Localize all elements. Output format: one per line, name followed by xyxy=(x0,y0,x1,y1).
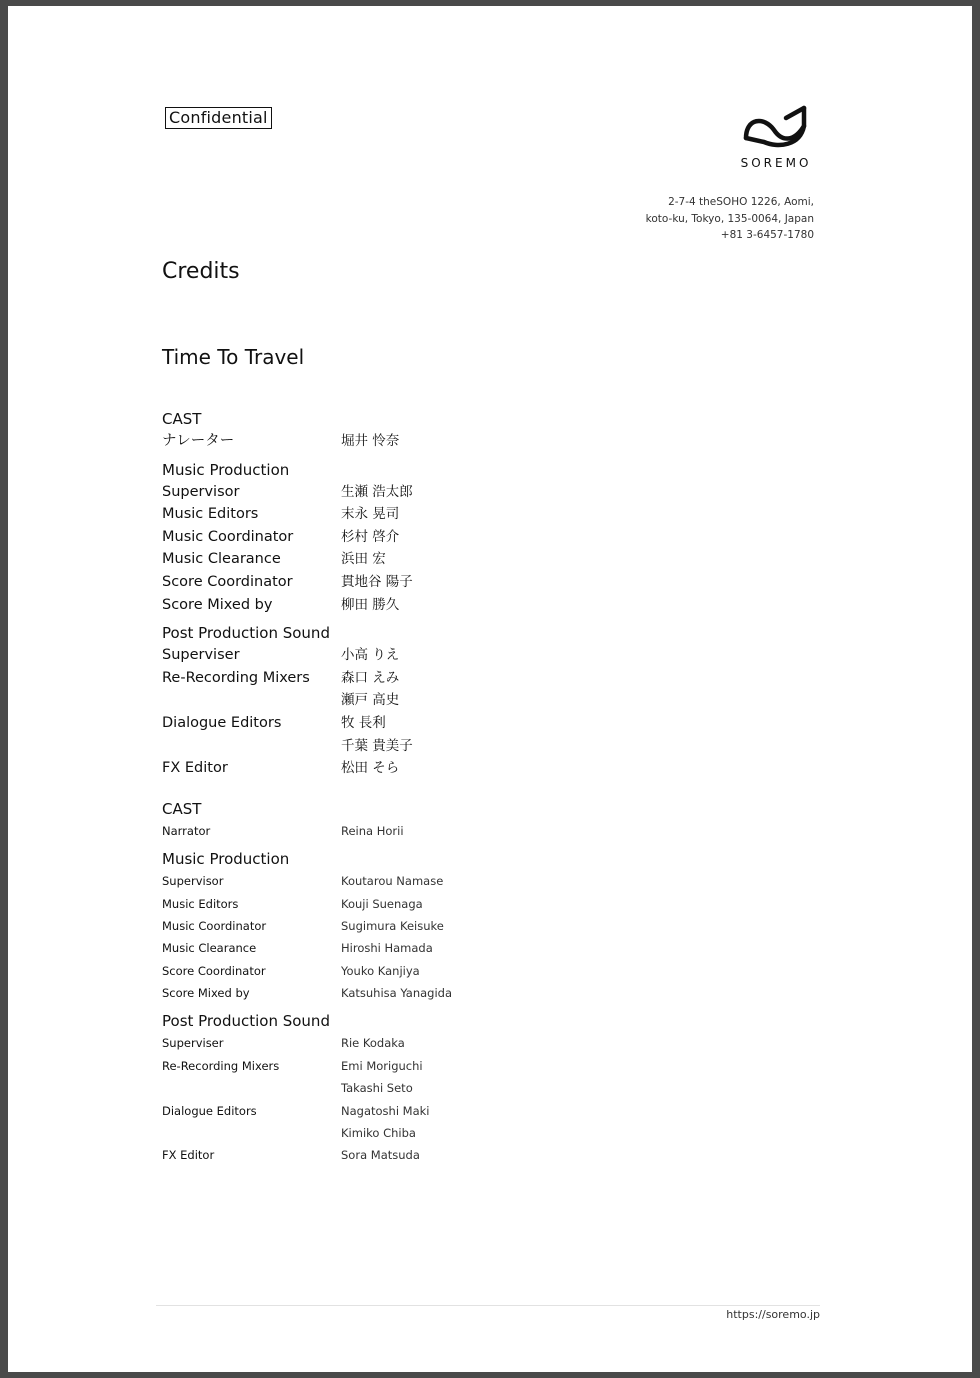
credit-role xyxy=(162,735,341,758)
credit-name: 末永 晃司 xyxy=(341,506,400,523)
credit-name: Sora Matsuda xyxy=(341,1148,420,1163)
credit-name: 小高 りえ xyxy=(341,647,400,664)
credit-name: 瀬戸 高史 xyxy=(341,692,400,709)
credit-name: Koutarou Namase xyxy=(341,874,444,889)
credit-row xyxy=(162,548,662,571)
credit-row xyxy=(162,893,662,915)
credit-role: Music Coordinator xyxy=(162,528,294,545)
credit-row xyxy=(162,757,662,780)
credit-role: Narrator xyxy=(162,823,211,838)
address-line: 2-7-4 theSOHO 1226, Aomi, xyxy=(668,196,814,208)
credit-row xyxy=(162,820,662,842)
phone-line: +81 3-6457-1780 xyxy=(720,229,814,241)
credit-row xyxy=(162,712,662,735)
credit-row xyxy=(162,937,662,959)
credit-name: 生瀬 浩太郎 xyxy=(341,483,413,500)
credit-role: Music Coordinator xyxy=(162,918,267,933)
section-heading: CAST xyxy=(162,799,202,818)
confidential-label: Confidential xyxy=(165,107,272,129)
credit-role: Superviser xyxy=(162,1036,224,1051)
credit-row xyxy=(162,689,662,712)
credit-row xyxy=(162,735,662,758)
credit-role: Music Editors xyxy=(162,896,239,911)
credit-role: Music Clearance xyxy=(162,551,281,568)
credit-role: Re-Recording Mixers xyxy=(162,1058,280,1073)
credit-name: Hiroshi Hamada xyxy=(341,941,433,956)
credit-role: Music Editors xyxy=(162,506,259,523)
credit-name: 貫地谷 陽子 xyxy=(341,573,413,590)
credit-name: 千葉 貴美子 xyxy=(341,737,413,754)
credit-row xyxy=(162,1055,662,1077)
credit-name: Katsuhisa Yanagida xyxy=(341,986,453,1001)
credit-row xyxy=(162,571,662,594)
credit-role: Score Coordinator xyxy=(162,963,266,978)
section-heading: Music Production xyxy=(162,850,290,869)
credits-list xyxy=(162,408,662,1167)
credits-japanese xyxy=(162,408,662,780)
credit-row xyxy=(162,526,662,549)
credit-row xyxy=(162,503,662,526)
credit-name: Takashi Seto xyxy=(341,1081,413,1096)
address-line: koto-ku, Tokyo, 135-0064, Japan xyxy=(645,212,814,225)
credit-name: 浜田 宏 xyxy=(341,551,386,568)
credit-row xyxy=(162,594,662,617)
credit-row xyxy=(162,982,662,1004)
credit-role: ナレーター xyxy=(162,433,235,449)
credit-name: 牧 長利 xyxy=(341,714,386,731)
credit-row xyxy=(162,915,662,937)
credit-role: Music Clearance xyxy=(162,941,257,956)
credit-row xyxy=(162,1077,662,1099)
section-heading: Music Production xyxy=(162,460,290,479)
credit-row xyxy=(162,1144,662,1166)
credit-name: 松田 そら xyxy=(341,760,400,777)
company-address xyxy=(646,194,814,244)
credit-name: Nagatoshi Maki xyxy=(341,1103,430,1118)
credit-row xyxy=(162,960,662,982)
credit-role xyxy=(162,689,341,712)
soremo-logo-icon xyxy=(742,104,810,154)
footer-divider xyxy=(156,1305,820,1306)
credit-name: Emi Moriguchi xyxy=(341,1058,423,1073)
section-heading: Post Production Sound xyxy=(162,1012,330,1031)
credit-role: Dialogue Editors xyxy=(162,714,282,731)
document-page xyxy=(8,6,972,1372)
credit-name: Youko Kanjiya xyxy=(341,963,420,978)
credit-role: Dialogue Editors xyxy=(162,1103,257,1118)
credit-role xyxy=(162,1122,341,1144)
credit-name: Kimiko Chiba xyxy=(341,1126,416,1141)
credit-role: Score Coordinator xyxy=(162,573,293,590)
credit-row xyxy=(162,644,662,667)
project-title: Time To Travel xyxy=(162,345,305,369)
section-heading: Post Production Sound xyxy=(162,624,330,643)
credit-name: 杉村 啓介 xyxy=(341,528,400,545)
credit-row xyxy=(162,870,662,892)
credit-name: 堀井 怜奈 xyxy=(341,433,400,449)
credit-role: Re-Recording Mixers xyxy=(162,669,310,686)
credit-name: 森口 えみ xyxy=(341,669,400,686)
credit-role: FX Editor xyxy=(162,760,228,777)
credit-role: Supervisor xyxy=(162,483,240,500)
credit-row xyxy=(162,481,662,504)
page-title: Credits xyxy=(162,259,240,284)
credit-row xyxy=(162,430,662,453)
credit-name: Sugimura Keisuke xyxy=(341,918,444,933)
credit-role: FX Editor xyxy=(162,1148,215,1163)
credit-name: Kouji Suenaga xyxy=(341,896,423,911)
credit-name: 柳田 勝久 xyxy=(341,596,400,613)
section-heading: CAST xyxy=(162,410,202,428)
company-logo xyxy=(736,104,816,174)
credit-name: Rie Kodaka xyxy=(341,1036,405,1051)
credit-name: Reina Horii xyxy=(341,823,404,838)
credit-row xyxy=(162,667,662,690)
credit-row xyxy=(162,1100,662,1122)
credit-role xyxy=(162,1077,341,1099)
credit-role: Superviser xyxy=(162,647,240,664)
credit-role: Score Mixed by xyxy=(162,596,273,613)
credits-english xyxy=(162,798,662,1167)
logo-wordmark: SOREMO xyxy=(740,156,812,170)
credit-row xyxy=(162,1122,662,1144)
credit-role: Supervisor xyxy=(162,874,224,889)
credit-role: Score Mixed by xyxy=(162,986,250,1001)
footer-url: https://soremo.jp xyxy=(726,1308,820,1321)
credit-row xyxy=(162,1032,662,1054)
